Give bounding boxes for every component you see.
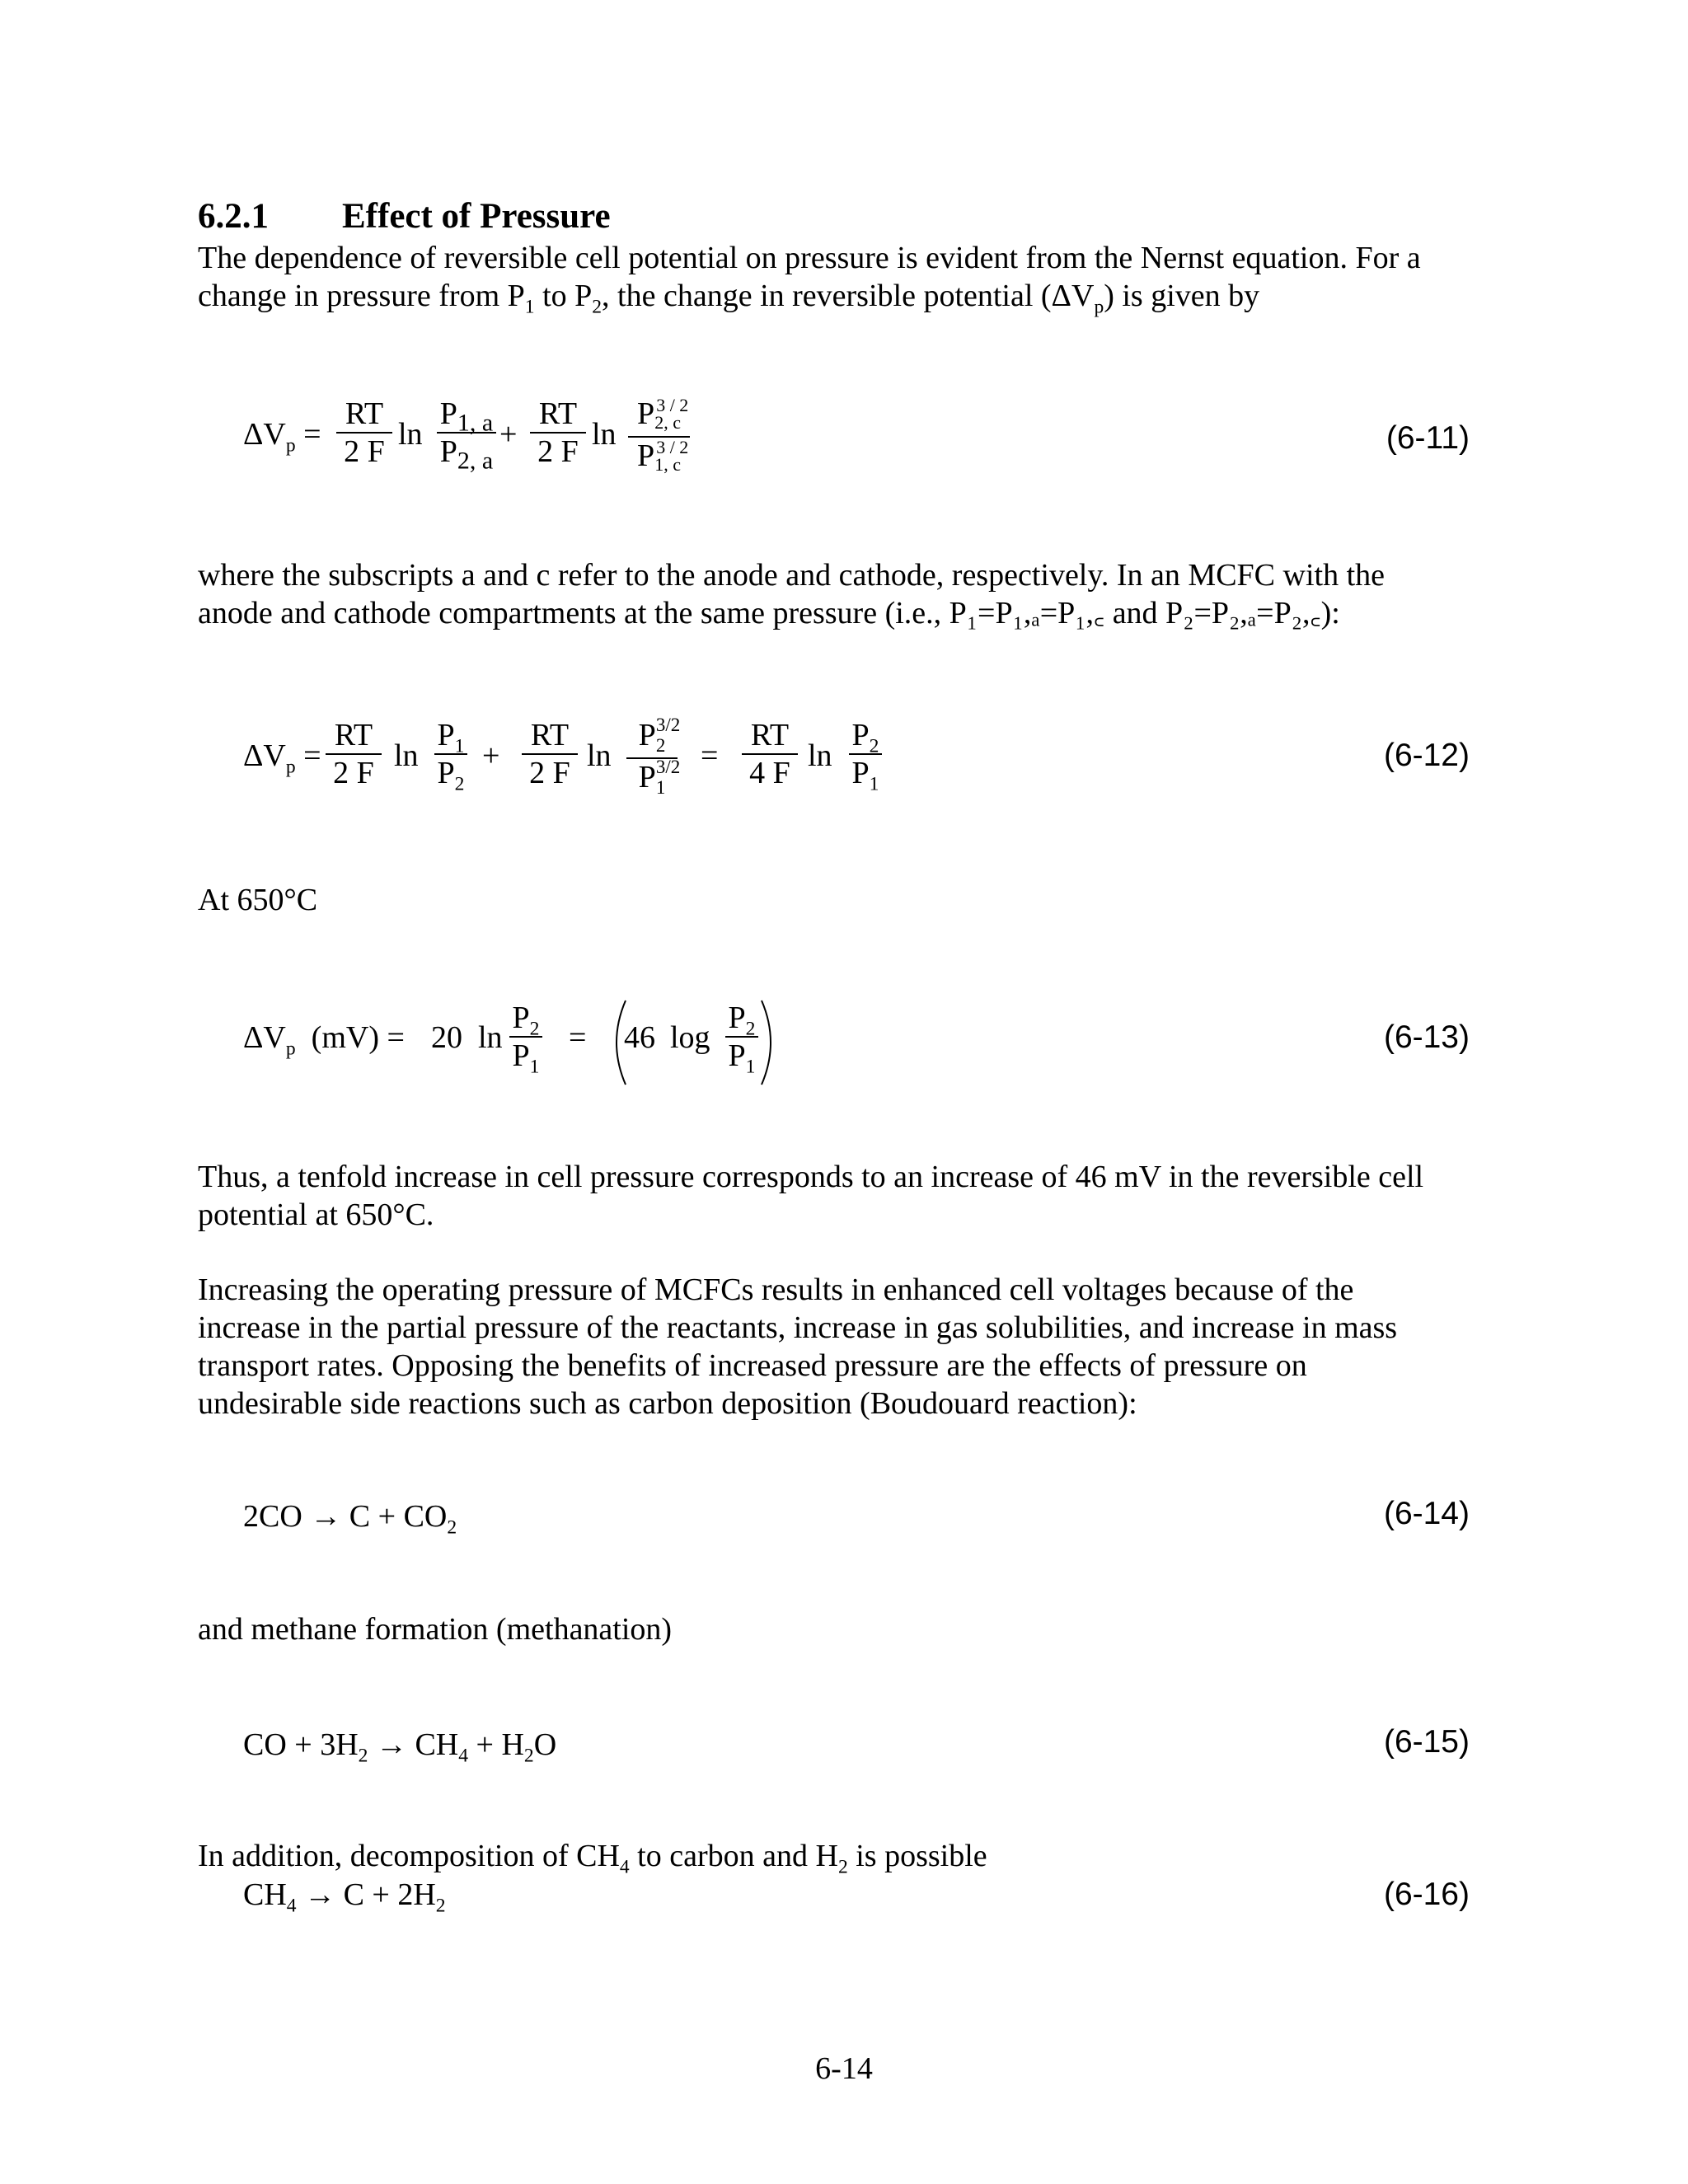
fraction-p2c-p1c: P 3 / 2 2, c P 3 / 2 1, c	[628, 397, 690, 476]
fraction-rt-2f: RT 2 F	[326, 719, 382, 790]
methanation-text: and methane formation (methanation)	[198, 1612, 673, 1647]
fraction-rt-4f: RT 4 F	[742, 719, 798, 790]
fraction-rt-2f: RT 2 F	[336, 397, 392, 468]
paragraph-intro	[198, 239, 1517, 318]
fraction-p2-p1: $P_2$ $P_1$	[725, 1001, 758, 1072]
equation-number: (6-16)	[1383, 1877, 1470, 1912]
paragraph-line: undesirable side reactions such as carbon deposition (Boudouard reaction):	[198, 1386, 1137, 1421]
paragraph-line: where the subscripts a and c refer to the anode and cathode, respectively. In an MCFC with the	[198, 558, 1386, 593]
equals-operator: =	[701, 738, 719, 773]
ln-operator: ln	[398, 417, 423, 452]
equals-operator: =	[569, 1020, 587, 1055]
paragraph-tenfold	[198, 1158, 1517, 1234]
equation-number: (6-14)	[1383, 1496, 1470, 1531]
reaction-boudouard: $2CO \to C + CO_2$	[243, 1499, 457, 1539]
log-operator: log	[670, 1020, 710, 1055]
section-title: Effect of Pressure	[342, 197, 611, 236]
paragraph-line: potential at 650°C.	[198, 1197, 434, 1232]
paragraph-line: increase in the partial pressure of the reactants, increase in gas solubilities, and increase in mass	[198, 1310, 1398, 1345]
paragraph-line: change in pressure from $P_1$ to $P_2$, the change in reversible potential $(\Delta V_p)$ is given by	[198, 279, 1260, 318]
temperature-label: At 650°C	[198, 883, 318, 917]
coefficient: 46	[624, 1020, 655, 1055]
section-number: 6.2.1	[198, 197, 269, 236]
page-number: 6-14	[815, 2051, 873, 2086]
fraction-p2-p1: $P_2$ $P_1$	[849, 719, 882, 790]
ln-operator: ln	[808, 738, 832, 773]
paragraph-operating-pressure	[198, 1271, 1517, 1422]
equation-number: (6-11)	[1386, 420, 1470, 456]
fraction-p1a-p2a: $P_{1, a}$ $P_{2, a}$	[437, 397, 496, 468]
coefficient: 20	[431, 1020, 462, 1055]
equation-number: (6-15)	[1383, 1724, 1470, 1760]
fraction-rt-2f: RT 2 F	[530, 397, 586, 468]
plus-operator: +	[482, 738, 500, 773]
decomposition-text: In addition, decomposition of $CH_4$ to carbon and $H_2$ is possible	[198, 1839, 987, 1878]
paragraph-line: transport rates. Opposing the benefits of increased pressure are the effects of pressure on	[198, 1348, 1307, 1383]
paragraph-line: The dependence of reversible cell potential on pressure is evident from the Nernst equation. For a	[198, 241, 1421, 275]
paragraph-line: anode and cathode compartments at the same pressure (i.e., P₁=P₁,ₐ=P₁,꜀ and P₂=P₂,ₐ=P₂,꜀):	[198, 596, 1340, 630]
ln-operator: ln	[394, 738, 419, 773]
equation-number: (6-13)	[1383, 1019, 1470, 1055]
plus-operator: +	[499, 417, 518, 452]
paragraph-line: Thus, a tenfold increase in cell pressure corresponds to an increase of 46 mV in the reversible cell	[198, 1160, 1424, 1194]
right-parenthesis-icon	[757, 997, 781, 1088]
reaction-decomposition: $CH_4 \to C + 2H_2$	[243, 1877, 446, 1917]
paragraph-subscripts	[198, 556, 1517, 632]
fraction-p1-p2: $P_1$ $P_2$	[434, 719, 467, 790]
fraction-rt-2f: RT 2 F	[522, 719, 578, 790]
fraction-p2-p1-power: P 3/2 2 P 3/2 1	[626, 719, 678, 798]
equation-lhs: $\Delta V_p$ =	[243, 417, 321, 457]
equation-number: (6-12)	[1383, 738, 1470, 773]
equation-lhs: $\Delta V_p$ =	[243, 738, 321, 778]
equation-lhs: $\Delta V_p$ (mV) =	[243, 1020, 405, 1060]
ln-operator: ln	[478, 1020, 503, 1055]
paragraph-line: Increasing the operating pressure of MCFCs results in enhanced cell voltages because of the	[198, 1272, 1354, 1307]
ln-operator: ln	[587, 738, 612, 773]
fraction-p2-p1: $P_2$ $P_1$	[509, 1001, 542, 1072]
ln-operator: ln	[592, 417, 617, 452]
reaction-methanation: CO + $3H_2 \to CH_4 + H_2O$	[243, 1727, 557, 1767]
